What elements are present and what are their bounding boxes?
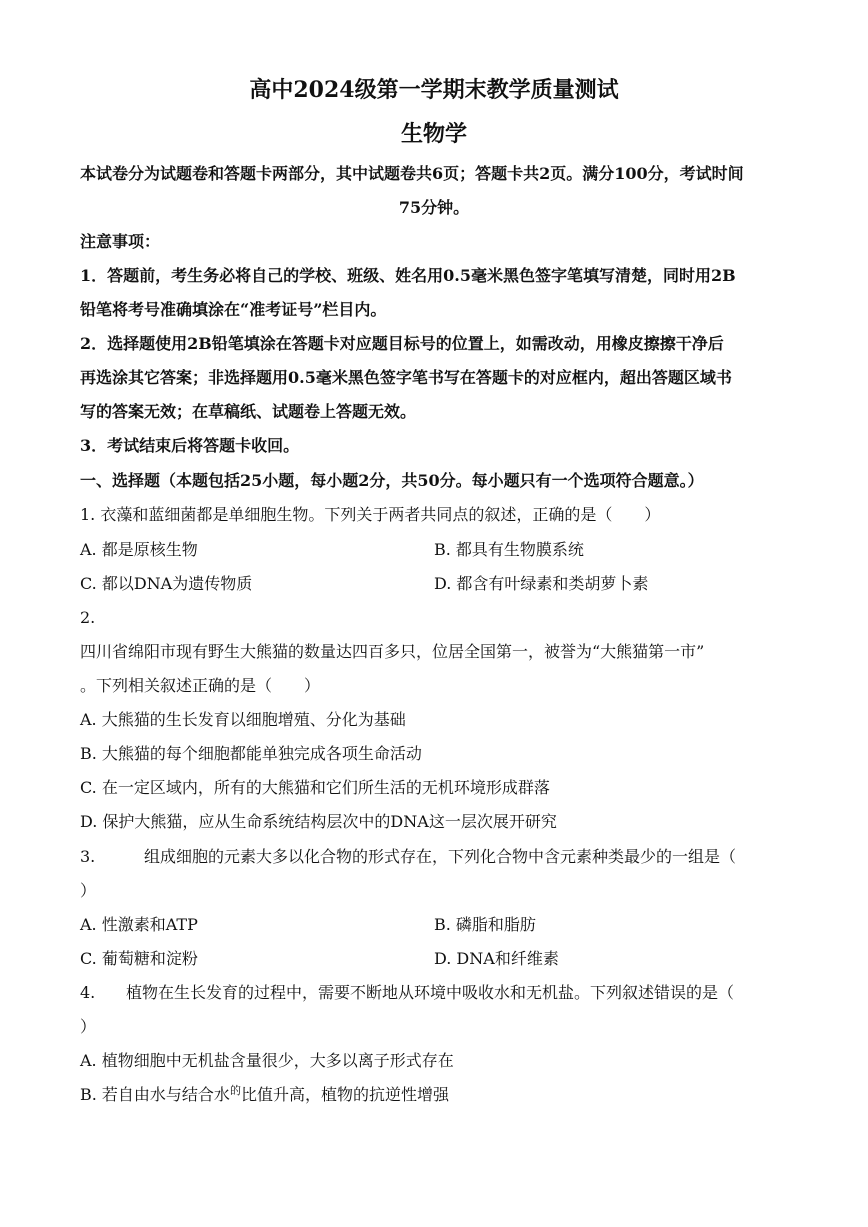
note-2-line-2: 再选涂其它答案；非选择题用0.5毫米黑色签字笔书写在答题卡的对应框内，超出答题区域书 xyxy=(80,368,732,387)
note-1-line-1: 1．答题前，考生务必将自己的学校、班级、姓名用0.5毫米黑色签字笔填写清楚，同时用2B xyxy=(80,266,736,285)
q2-option-b: B. 大熊猫的每个细胞都能单独完成各项生命活动 xyxy=(80,744,422,763)
q4-number: 4. xyxy=(80,983,96,1002)
q1-option-d: D. 都含有叶绿素和类胡萝卜素 xyxy=(434,574,649,593)
q4-stem-line-1: 植物在生长发育的过程中，需要不断地从环境中吸收水和无机盐。下列叙述错误的是（ xyxy=(126,983,735,1002)
exam-intro-line-2: 75分钟。 xyxy=(398,198,470,217)
q4-option-b-text-pre: B. 若自由水与结合水 xyxy=(80,1085,230,1104)
note-2-line-3: 写的答案无效；在草稿纸、试题卷上答题无效。 xyxy=(80,402,417,421)
q4-option-b xyxy=(80,1085,449,1107)
q3-stem-line-2: ） xyxy=(80,881,97,900)
exam-intro-line-1: 本试卷分为试题卷和答题卡两部分，其中试题卷共6页；答题卡共2页。满分100分，考试时间 xyxy=(80,164,744,183)
q4-option-a: A. 植物细胞中无机盐含量很少，大多以离子形式存在 xyxy=(80,1051,454,1070)
q1-option-a: A. 都是原核生物 xyxy=(80,540,198,559)
notes-heading: 注意事项： xyxy=(80,232,161,251)
note-3: 3．考试结束后将答题卡收回。 xyxy=(80,436,300,455)
exam-title: 高中2024级第一学期末教学质量测试 xyxy=(249,77,619,103)
q2-stem-line-1: 四川省绵阳市现有野生大熊猫的数量达四百多只，位居全国第一，被誉为“大熊猫第一市” xyxy=(80,642,705,661)
q1-option-c: C. 都以DNA为遗传物质 xyxy=(80,574,253,593)
note-2-line-1: 2．选择题使用2B铅笔填涂在答题卡对应题目标号的位置上，如需改动，用橡皮擦擦干净后 xyxy=(80,334,724,353)
q2-option-c: C. 在一定区域内，所有的大熊猫和它们所生活的无机环境形成群落 xyxy=(80,778,550,797)
q1-option-b: B. 都具有生物膜系统 xyxy=(434,540,584,559)
q3-number: 3. xyxy=(80,847,96,866)
subject-title: 生物学 xyxy=(400,121,467,147)
q4-stem-line-2: ） xyxy=(80,1017,97,1036)
q3-option-a: A. 性激素和ATP xyxy=(80,915,198,934)
q2-number: 2. xyxy=(80,608,96,627)
q3-option-d: D. DNA和纤维素 xyxy=(434,949,559,968)
q3-option-c: C. 葡萄糖和淀粉 xyxy=(80,949,198,968)
q3-stem-line-1: 组成细胞的元素大多以化合物的形式存在，下列化合物中含元素种类最少的一组是（ xyxy=(144,847,737,866)
section-1-heading: 一、选择题（本题包括25小题，每小题2分，共50分。每小题只有一个选项符合题意。） xyxy=(80,471,704,490)
q4-option-b-superscript: 的 xyxy=(229,1084,241,1097)
q1-stem: 1. 衣藻和蓝细菌都是单细胞生物。下列关于两者共同点的叙述，正确的是（ ） xyxy=(80,505,661,524)
q2-option-a: A. 大熊猫的生长发育以细胞增殖、分化为基础 xyxy=(80,710,406,729)
note-1-line-2: 铅笔将考号准确填涂在“准考证号”栏目内。 xyxy=(80,300,387,319)
q2-option-d: D. 保护大熊猫，应从生命系统结构层次中的DNA这一层次展开研究 xyxy=(80,812,557,831)
q4-option-b-text-post: 比值升高，植物的抗逆性增强 xyxy=(240,1085,449,1104)
q3-option-b: B. 磷脂和脂肪 xyxy=(434,915,536,934)
q2-stem-line-2: 。下列相关叙述正确的是（ ） xyxy=(80,676,321,695)
